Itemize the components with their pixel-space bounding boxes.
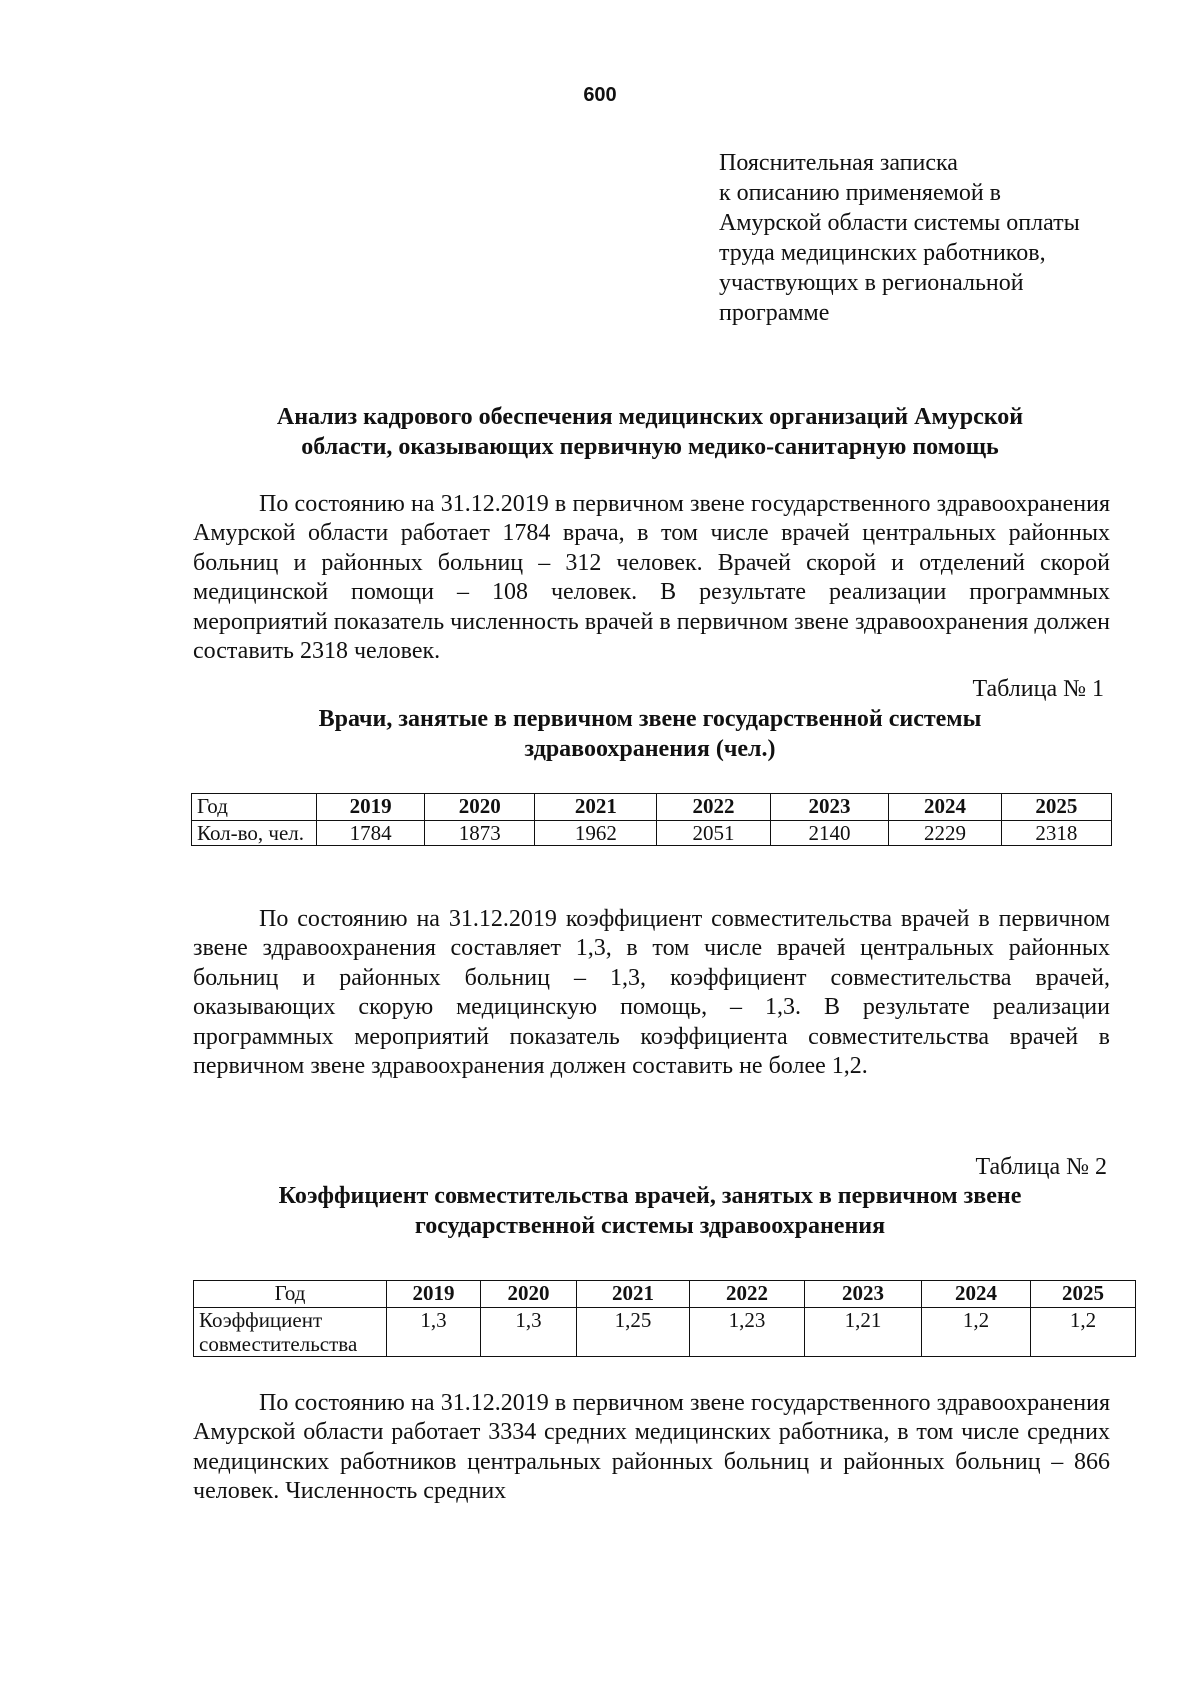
note-line: труда медицинских работников,: [719, 240, 1046, 266]
table-header-row: [192, 794, 1112, 821]
header-cell: Год: [192, 794, 317, 821]
header-cell: 2025: [1031, 1281, 1136, 1308]
section-heading-line: области, оказывающих первичную медико-санитарную помощь: [301, 434, 999, 460]
table-cell: 1,2: [922, 1308, 1031, 1357]
explanatory-note-heading: [719, 148, 1139, 328]
header-cell: 2020: [481, 1281, 577, 1308]
table-header-row: [194, 1281, 1136, 1308]
header-cell: 2024: [922, 1281, 1031, 1308]
header-cell: Год: [194, 1281, 387, 1308]
table-row: [192, 821, 1112, 846]
table-1-caption-line: Врачи, занятые в первичном звене государственной системы: [318, 706, 982, 732]
table-cell: 1,2: [1031, 1308, 1136, 1357]
paragraph-doctors-count: По состоянию на 31.12.2019 в первичном звене государственного здравоохранения Амурской области работает 1784 врача, в том числе врачей центральных районных больниц и районных больниц – 312 человек. Врачей скорой и отделений скорой медицинской помощи – 108 человек. В результате реализации программных мероприятий показатель численность врачей в первичном звене здравоохранения должен составить 2318 человек.: [193, 491, 1110, 665]
section-heading: [190, 402, 1110, 462]
table-cell: 2229: [889, 821, 1001, 846]
table-cell: 1873: [425, 821, 535, 846]
row-label: Коэффициент совместительства: [194, 1308, 387, 1357]
table-cell: 2051: [657, 821, 770, 846]
table-cell: 1784: [317, 821, 425, 846]
table-1-caption-line: здравоохранения (чел.): [524, 736, 776, 762]
table-row: [194, 1308, 1136, 1357]
table-cell: 2140: [770, 821, 889, 846]
note-line: программе: [719, 300, 830, 326]
header-cell: 2023: [805, 1281, 922, 1308]
section-heading-line: Анализ кадрового обеспечения медицинских организаций Амурской: [276, 404, 1024, 430]
table-2-caption: [190, 1181, 1110, 1241]
note-line: Амурской области системы оплаты: [719, 210, 1080, 236]
doctors-table: [191, 793, 1112, 846]
header-cell: 2021: [535, 794, 657, 821]
paragraph-combination-ratio: По состоянию на 31.12.2019 коэффициент совместительства врачей в первичном звене здравоохранения составляет 1,3, в том числе врачей центральных районных больниц и районных больниц – 1,3, коэффициент совместительства врачей, оказывающих скорую медицинскую помощь, – 1,3. В результате реализации программных мероприятий показатель коэффициента совместительства врачей в первичном звене здравоохранения должен составить не более 1,2.: [193, 906, 1110, 1080]
header-cell: 2022: [657, 794, 770, 821]
header-cell: 2020: [425, 794, 535, 821]
note-line: участвующих в региональной: [719, 270, 1024, 296]
table-cell: 2318: [1001, 821, 1111, 846]
note-line: к описанию применяемой в: [719, 180, 1001, 206]
table-cell: 1,23: [690, 1308, 805, 1357]
row-label: Кол-во, чел.: [192, 821, 317, 846]
table-1-number: Таблица № 1: [972, 676, 1104, 702]
table-cell: 1,25: [577, 1308, 690, 1357]
table-cell: 1,3: [387, 1308, 481, 1357]
table-2-number: Таблица № 2: [975, 1154, 1107, 1180]
header-cell: 2024: [889, 794, 1001, 821]
header-cell: 2019: [387, 1281, 481, 1308]
paragraph-nurses-count: По состоянию на 31.12.2019 в первичном звене государственного здравоохранения Амурской области работает 3334 средних медицинских работника, в том числе средних медицинских работников центральных районных больниц и районных больниц – 866 человек. Численность средних: [193, 1390, 1110, 1505]
header-cell: 2023: [770, 794, 889, 821]
combination-ratio-table: [193, 1280, 1136, 1357]
table-2-caption-line: Коэффициент совместительства врачей, занятых в первичном звене: [278, 1183, 1022, 1209]
table-1-caption: [190, 704, 1110, 764]
table-2-caption-line: государственной системы здравоохранения: [414, 1213, 886, 1239]
header-cell: 2022: [690, 1281, 805, 1308]
note-line: Пояснительная записка: [719, 150, 958, 176]
table-cell: 1,21: [805, 1308, 922, 1357]
header-cell: 2019: [317, 794, 425, 821]
header-cell: 2021: [577, 1281, 690, 1308]
table-cell: 1,3: [481, 1308, 577, 1357]
page-number: 600: [583, 84, 617, 106]
header-cell: 2025: [1001, 794, 1111, 821]
table-cell: 1962: [535, 821, 657, 846]
